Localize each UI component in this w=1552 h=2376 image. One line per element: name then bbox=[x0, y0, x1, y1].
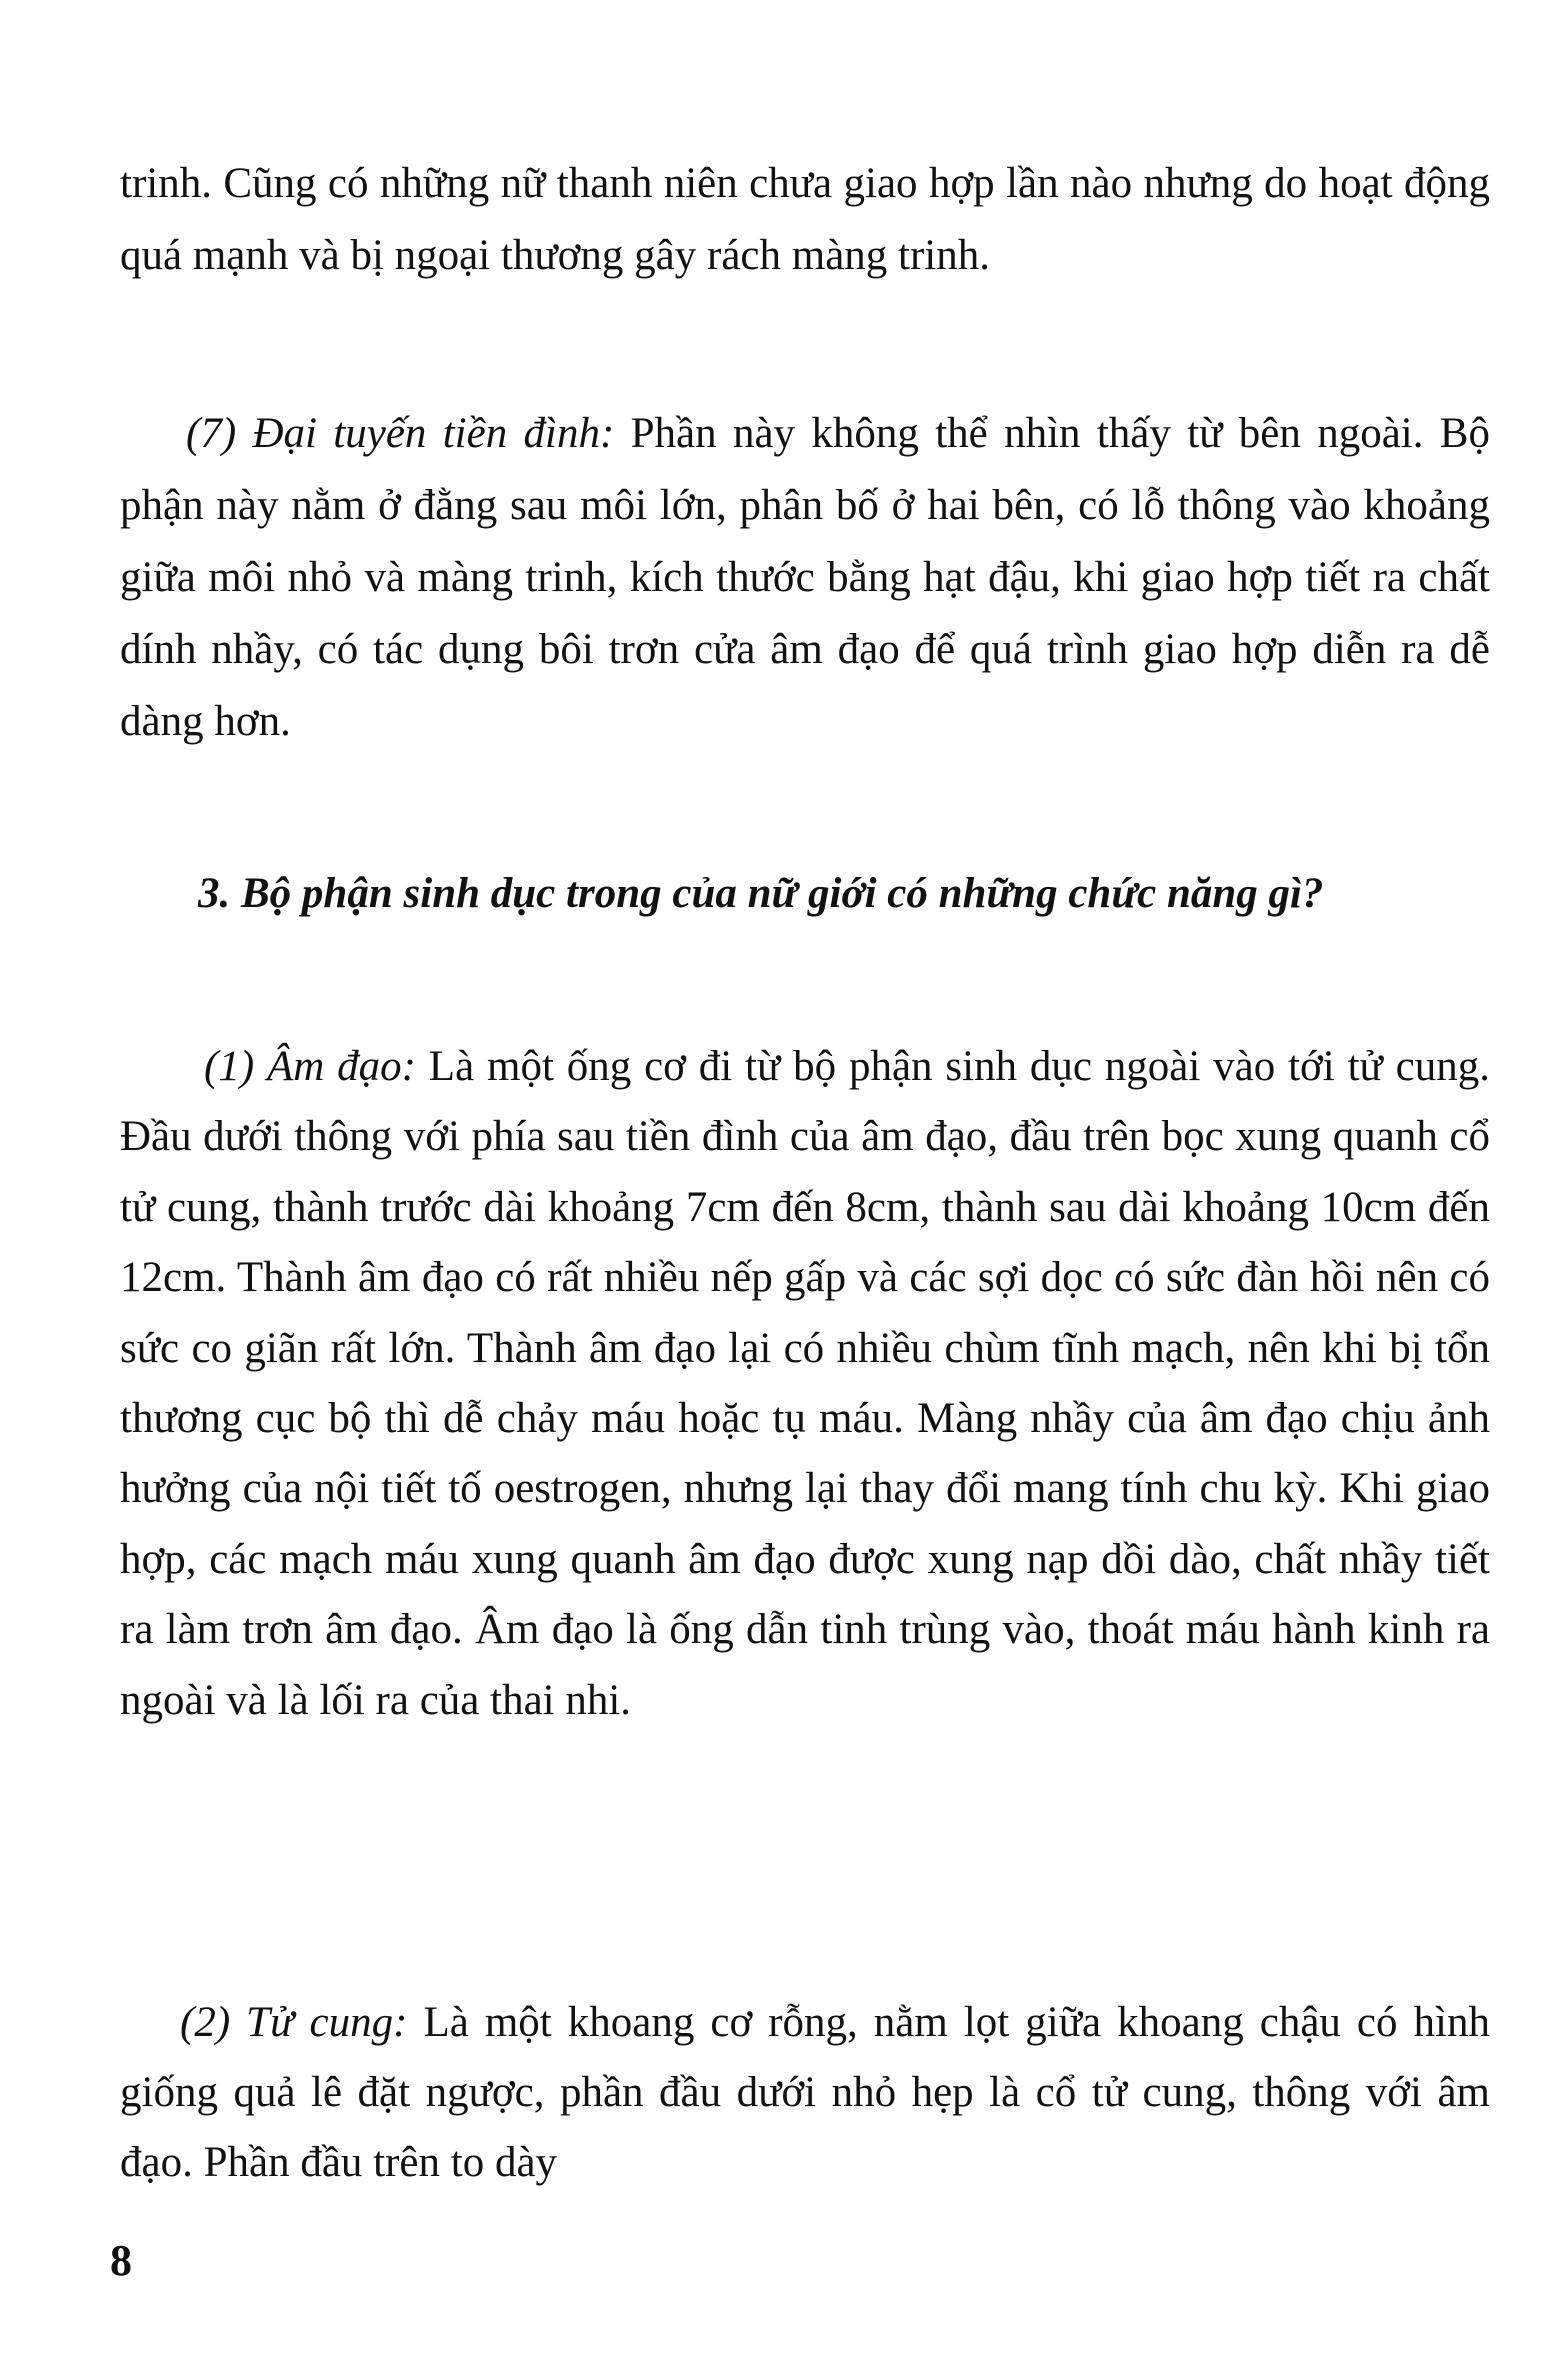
item-2-lead: (2) Tử cung: bbox=[180, 1999, 408, 2046]
page-number: 8 bbox=[110, 2236, 132, 2285]
paragraph-continuation: trinh. Cũng có những nữ thanh niên chưa giao hợp lần nào nhưng do hoạt động quá mạnh và bị ngoại thương gây rách màng trinh. bbox=[120, 160, 1490, 279]
item-1-body: Là một ống cơ đi từ bộ phận sinh dục ngoài vào tới tử cung. Đầu dưới thông với phía sau tiền đình của âm đạo, đầu trên bọc xung quanh cổ tử cung, thành trước dài khoảng 7cm đến 8cm, thành sau dài khoảng 10cm đến 12cm. Thành âm đạo có rất nhiều nếp gấp và các sợi dọc có sức đàn hồi nên có sức co giãn rất lớn. Thành âm đạo lại có nhiều chùm tĩnh mạch, nên khi bị tổn thương cục bộ thì dễ chảy máu hoặc tụ máu. Màng nhầy của âm đạo chịu ảnh hưởng của nội tiết tố oestrogen, nhưng lại thay đổi mang tính chu kỳ. Khi giao hợp, các mạch máu xung quanh âm đạo được xung nạp dồi dào, chất nhầy tiết ra làm trơn âm đạo. Âm đạo là ống dẫn tinh trùng vào, thoát máu hành kinh ra ngoài và là lối ra của thai nhi. bbox=[120, 1043, 1491, 1724]
paragraph-item-2 bbox=[120, 1988, 1490, 2198]
item-7-lead: (7) Đại tuyến tiền đình: bbox=[186, 410, 615, 457]
paragraph-item-1 bbox=[120, 1032, 1490, 1736]
item-7-body: Phần này không thể nhìn thấy từ bên ngoài. Bộ phận này nằm ở đằng sau môi lớn, phân bố ở hai bên, có lỗ thông vào khoảng giữa môi nhỏ và màng trinh, kích thước bằng hạt đậu, khi giao hợp tiết ra chất dính nhầy, có tác dụng bôi trơn cửa âm đạo để quá trình giao hợp diễn ra dễ dàng hơn. bbox=[120, 410, 1490, 745]
item-2-body: Là một khoang cơ rỗng, nằm lọt giữa khoang chậu có hình giống quả lê đặt ngược, phần đầu dưới nhỏ hẹp là cổ tử cung, thông với âm đạo. Phần đầu trên to dày bbox=[120, 1999, 1490, 2186]
question-heading-3: 3. Bộ phận sinh dục trong của nữ giới có những chức năng gì? bbox=[198, 870, 1324, 917]
item-1-lead: (1) Âm đạo: bbox=[204, 1043, 416, 1090]
paragraph-item-7 bbox=[120, 398, 1490, 758]
